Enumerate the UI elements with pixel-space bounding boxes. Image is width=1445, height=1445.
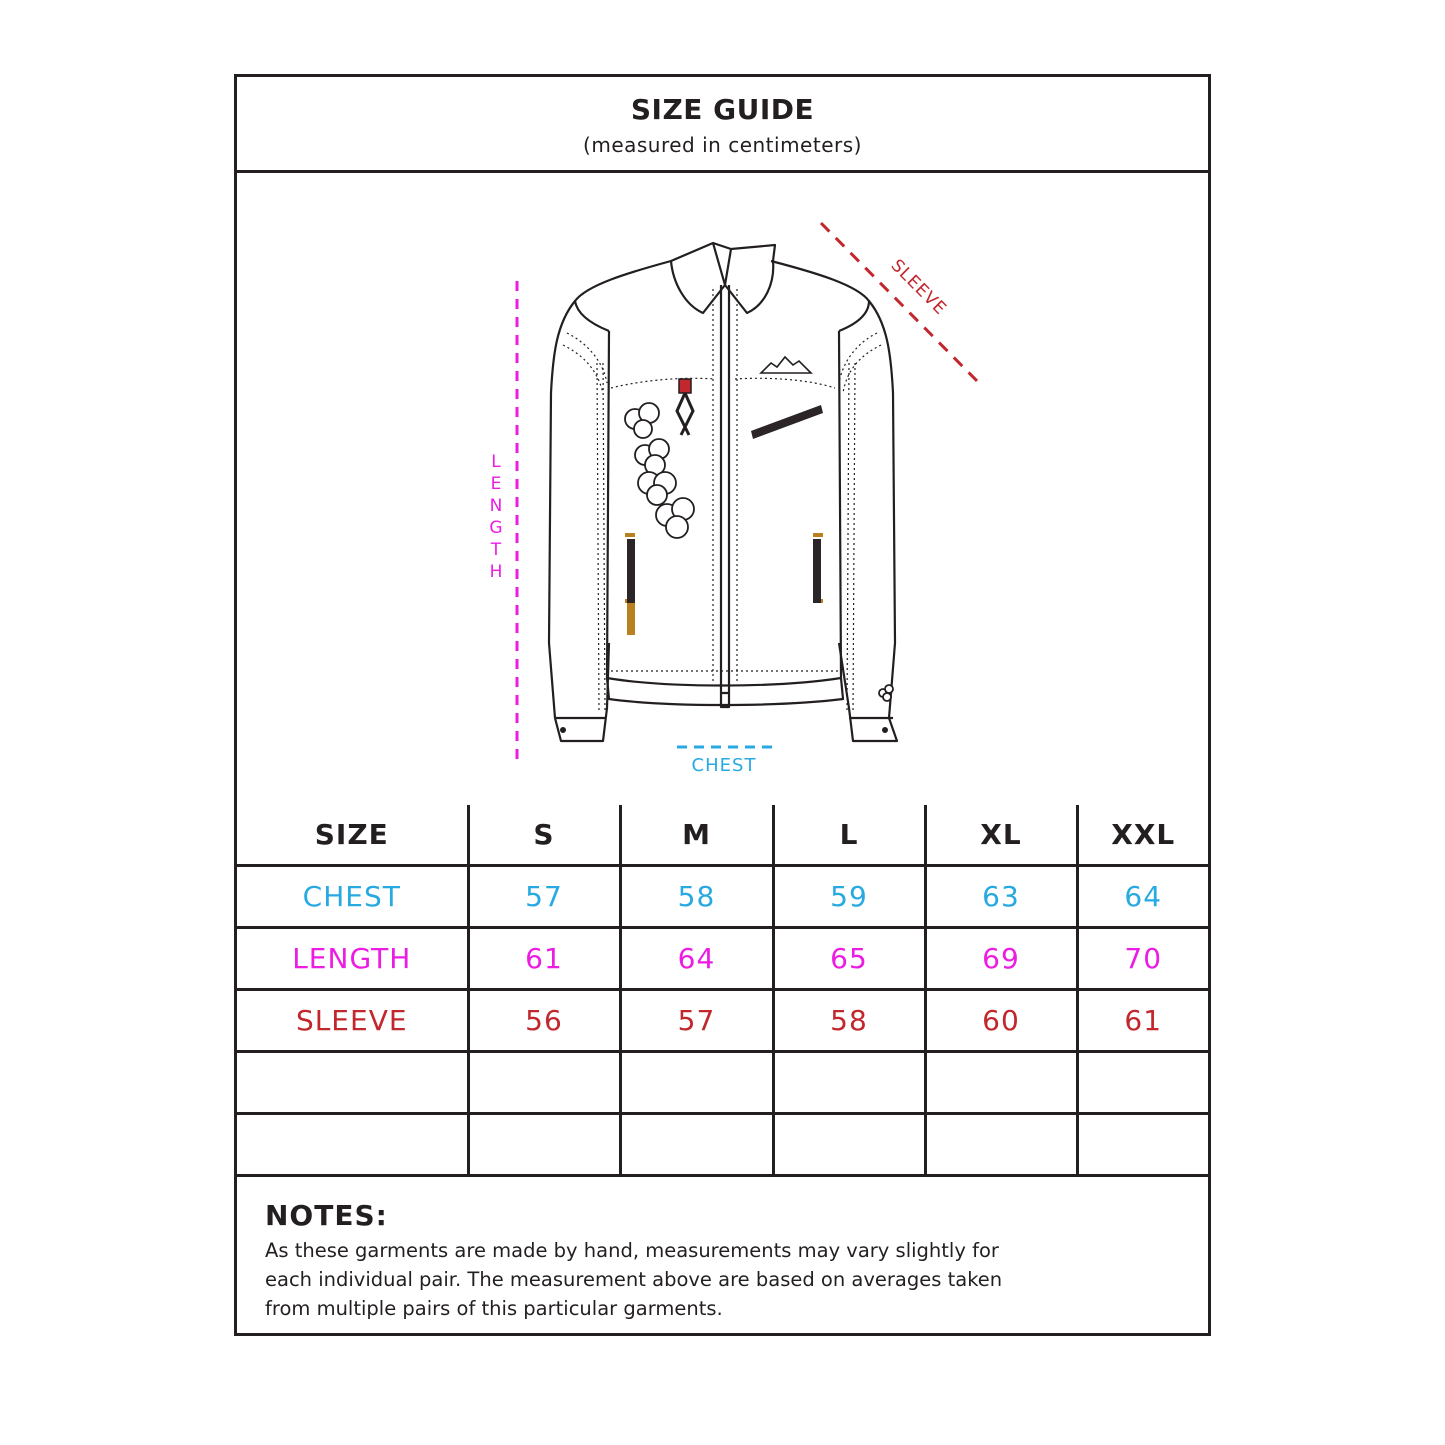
jacket-figure: [237, 173, 1208, 805]
table-cell: 64: [1077, 866, 1208, 928]
table-cell: 64: [620, 928, 773, 990]
sleeve-measure-line: [821, 223, 981, 385]
table-cell: 58: [773, 990, 925, 1052]
row-label-chest: CHEST: [237, 866, 468, 928]
size-table: [237, 805, 1208, 1177]
empty-row: [237, 1052, 1208, 1114]
side-pocket-right: [813, 535, 823, 603]
header-cell: XL: [925, 805, 1077, 866]
chest-pocket-zip: [751, 405, 823, 439]
row-label-sleeve: SLEEVE: [237, 990, 468, 1052]
length-letter: E: [490, 474, 502, 494]
table-header-row: [237, 805, 1208, 866]
length-letter: G: [489, 518, 503, 538]
table-cell: 59: [773, 866, 925, 928]
empty-cell: [1077, 1052, 1208, 1114]
length-letter: L: [491, 452, 501, 472]
empty-cell: [773, 1052, 925, 1114]
table-cell: 65: [773, 928, 925, 990]
header-cell: L: [773, 805, 925, 866]
table-cell: 63: [925, 866, 1077, 928]
cuff-button: [882, 727, 888, 733]
header-cell: SIZE: [237, 805, 468, 866]
cuff-button: [560, 727, 566, 733]
notes-section: [265, 1199, 1165, 1323]
side-pocket-left: [625, 535, 635, 635]
notes-title: NOTES:: [265, 1199, 388, 1232]
empty-cell: [468, 1114, 620, 1176]
empty-cell: [925, 1114, 1077, 1176]
table-cell: 57: [468, 866, 620, 928]
row-label-length: LENGTH: [237, 928, 468, 990]
length-letter: T: [490, 540, 502, 560]
table-cell: 57: [620, 990, 773, 1052]
table-row: [237, 928, 1208, 990]
header-cell: S: [468, 805, 620, 866]
notes-line: from multiple pairs of this particular garments.: [265, 1297, 723, 1320]
table-cell: 70: [1077, 928, 1208, 990]
empty-cell: [237, 1114, 468, 1176]
notes-line: each individual pair. The measurement above are based on averages taken: [265, 1268, 1003, 1291]
header-cell: M: [620, 805, 773, 866]
length-letter: N: [489, 496, 503, 516]
empty-cell: [773, 1114, 925, 1176]
table-cell: 60: [925, 990, 1077, 1052]
jacket-outline: [549, 243, 897, 741]
table-cell: 69: [925, 928, 1077, 990]
empty-cell: [620, 1114, 773, 1176]
empty-cell: [468, 1052, 620, 1114]
empty-cell: [620, 1052, 773, 1114]
empty-cell: [925, 1052, 1077, 1114]
size-guide-header: [237, 77, 1208, 173]
page-subtitle: (measured in centimeters): [583, 133, 862, 157]
zipper-pull-icon: [677, 379, 693, 435]
table-cell: 56: [468, 990, 620, 1052]
empty-cell: [1077, 1114, 1208, 1176]
table-cell: 58: [620, 866, 773, 928]
table-cell: 61: [468, 928, 620, 990]
empty-row: [237, 1114, 1208, 1176]
sleeve-label: SLEEVE: [886, 255, 951, 320]
notes-body: [265, 1236, 1065, 1323]
notes-line: As these garments are made by hand, measurements may vary slightly for: [265, 1239, 999, 1262]
table-cell: 61: [1077, 990, 1208, 1052]
clover-icon: [625, 403, 893, 701]
length-letter: H: [489, 562, 503, 582]
header-cell: XXL: [1077, 805, 1208, 866]
table-row: [237, 866, 1208, 928]
table-row: [237, 990, 1208, 1052]
jacket-illustration: [237, 173, 1208, 805]
page-title: SIZE GUIDE: [630, 93, 815, 126]
empty-cell: [237, 1052, 468, 1114]
mountain-logo-icon: [761, 357, 811, 373]
chest-label: CHEST: [691, 755, 757, 776]
size-guide-frame: [234, 74, 1211, 1336]
